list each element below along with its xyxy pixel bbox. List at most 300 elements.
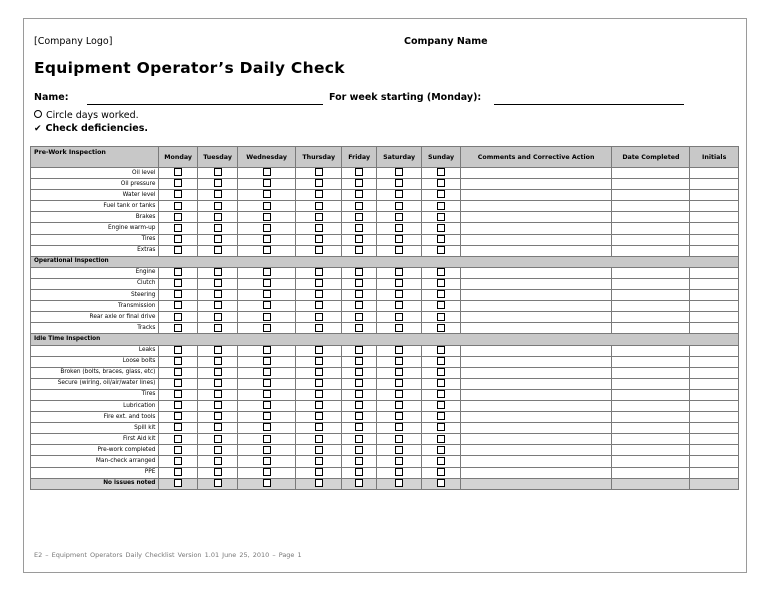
tuesday-checkbox[interactable] [214, 324, 222, 332]
initials-cell[interactable] [690, 278, 739, 289]
friday-checkbox[interactable] [355, 179, 363, 187]
sunday-checkbox[interactable] [437, 368, 445, 376]
initials-cell[interactable] [690, 245, 739, 256]
tuesday-checkbox[interactable] [214, 235, 222, 243]
col-header-sunday: Sunday [422, 147, 460, 168]
friday-checkbox[interactable] [355, 412, 363, 420]
saturday-cell [376, 367, 422, 378]
friday-checkbox[interactable] [355, 213, 363, 221]
tuesday-checkbox[interactable] [214, 379, 222, 387]
tuesday-checkbox[interactable] [214, 190, 222, 198]
sunday-checkbox[interactable] [437, 313, 445, 321]
thursday-checkbox[interactable] [315, 446, 323, 454]
date-completed-cell[interactable] [612, 356, 690, 367]
date-completed-cell[interactable] [612, 367, 690, 378]
thursday-checkbox[interactable] [315, 468, 323, 476]
comments-cell[interactable] [460, 234, 612, 245]
monday-checkbox[interactable] [174, 235, 182, 243]
date-completed-cell[interactable] [612, 212, 690, 223]
sunday-checkbox[interactable] [437, 401, 445, 409]
tuesday-cell [197, 168, 237, 179]
date-completed-cell[interactable] [612, 389, 690, 400]
friday-checkbox[interactable] [355, 202, 363, 210]
col-header-friday: Friday [342, 147, 376, 168]
saturday-checkbox[interactable] [395, 168, 403, 176]
sunday-checkbox[interactable] [437, 224, 445, 232]
date-completed-cell[interactable] [612, 234, 690, 245]
date-completed-cell[interactable] [612, 290, 690, 301]
tuesday-checkbox[interactable] [214, 290, 222, 298]
monday-checkbox[interactable] [174, 179, 182, 187]
friday-checkbox[interactable] [355, 357, 363, 365]
friday-checkbox[interactable] [355, 390, 363, 398]
wednesday-checkbox[interactable] [263, 379, 271, 387]
saturday-checkbox[interactable] [395, 390, 403, 398]
thursday-checkbox[interactable] [315, 479, 323, 487]
wednesday-checkbox[interactable] [263, 390, 271, 398]
date-completed-cell[interactable] [612, 301, 690, 312]
tuesday-cell [197, 190, 237, 201]
date-completed-cell[interactable] [612, 456, 690, 467]
sunday-checkbox[interactable] [437, 168, 445, 176]
thursday-checkbox[interactable] [315, 324, 323, 332]
saturday-checkbox[interactable] [395, 268, 403, 276]
comments-cell[interactable] [460, 267, 612, 278]
wednesday-checkbox[interactable] [263, 202, 271, 210]
tuesday-checkbox[interactable] [214, 202, 222, 210]
monday-checkbox[interactable] [174, 479, 182, 487]
sunday-checkbox[interactable] [437, 279, 445, 287]
initials-cell[interactable] [690, 201, 739, 212]
comments-cell[interactable] [460, 467, 612, 478]
comments-cell[interactable] [460, 301, 612, 312]
saturday-checkbox[interactable] [395, 313, 403, 321]
monday-checkbox[interactable] [174, 324, 182, 332]
friday-cell [342, 245, 376, 256]
saturday-checkbox[interactable] [395, 279, 403, 287]
monday-checkbox[interactable] [174, 368, 182, 376]
sunday-checkbox[interactable] [437, 301, 445, 309]
initials-cell[interactable] [690, 290, 739, 301]
table-row [31, 223, 739, 234]
initials-cell[interactable] [690, 367, 739, 378]
saturday-checkbox[interactable] [395, 368, 403, 376]
section-title: Idle Time Inspection [31, 334, 739, 345]
date-completed-cell[interactable] [612, 267, 690, 278]
date-completed-cell[interactable] [612, 345, 690, 356]
tuesday-checkbox[interactable] [214, 279, 222, 287]
sunday-checkbox[interactable] [437, 446, 445, 454]
tuesday-checkbox[interactable] [214, 468, 222, 476]
friday-checkbox[interactable] [355, 401, 363, 409]
sunday-checkbox[interactable] [437, 268, 445, 276]
tuesday-checkbox[interactable] [214, 268, 222, 276]
thursday-checkbox[interactable] [315, 235, 323, 243]
comments-cell[interactable] [460, 456, 612, 467]
thursday-checkbox[interactable] [315, 279, 323, 287]
wednesday-checkbox[interactable] [263, 479, 271, 487]
wednesday-checkbox[interactable] [263, 313, 271, 321]
inspection-item-label: Secure (wiring, oil/air/water lines) [31, 378, 159, 389]
comments-cell[interactable] [460, 179, 612, 190]
wednesday-checkbox[interactable] [263, 213, 271, 221]
thursday-checkbox[interactable] [315, 313, 323, 321]
sunday-checkbox[interactable] [437, 246, 445, 254]
tuesday-checkbox[interactable] [214, 346, 222, 354]
table-row [31, 245, 739, 256]
tuesday-checkbox[interactable] [214, 368, 222, 376]
friday-cell [342, 212, 376, 223]
friday-cell [342, 423, 376, 434]
sunday-checkbox[interactable] [437, 457, 445, 465]
initials-cell[interactable] [690, 323, 739, 334]
friday-checkbox[interactable] [355, 479, 363, 487]
thursday-checkbox[interactable] [315, 401, 323, 409]
sunday-checkbox[interactable] [437, 423, 445, 431]
wednesday-checkbox[interactable] [263, 190, 271, 198]
date-completed-cell[interactable] [612, 467, 690, 478]
tuesday-checkbox[interactable] [214, 213, 222, 221]
wednesday-checkbox[interactable] [263, 301, 271, 309]
initials-cell[interactable] [690, 478, 739, 489]
initials-cell[interactable] [690, 412, 739, 423]
monday-checkbox[interactable] [174, 246, 182, 254]
thursday-checkbox[interactable] [315, 346, 323, 354]
sunday-checkbox[interactable] [437, 235, 445, 243]
monday-checkbox[interactable] [174, 346, 182, 354]
tuesday-checkbox[interactable] [214, 412, 222, 420]
thursday-checkbox[interactable] [315, 412, 323, 420]
name-field-line[interactable] [87, 104, 323, 105]
thursday-checkbox[interactable] [315, 168, 323, 176]
monday-cell [159, 201, 197, 212]
date-completed-cell[interactable] [612, 245, 690, 256]
comments-cell[interactable] [460, 356, 612, 367]
initials-cell[interactable] [690, 345, 739, 356]
tuesday-checkbox[interactable] [214, 168, 222, 176]
thursday-checkbox[interactable] [315, 213, 323, 221]
friday-checkbox[interactable] [355, 168, 363, 176]
saturday-checkbox[interactable] [395, 435, 403, 443]
monday-checkbox[interactable] [174, 279, 182, 287]
saturday-checkbox[interactable] [395, 457, 403, 465]
initials-cell[interactable] [690, 434, 739, 445]
saturday-checkbox[interactable] [395, 290, 403, 298]
initials-cell[interactable] [690, 400, 739, 411]
friday-checkbox[interactable] [355, 446, 363, 454]
comments-cell[interactable] [460, 290, 612, 301]
comments-cell[interactable] [460, 345, 612, 356]
saturday-checkbox[interactable] [395, 246, 403, 254]
date-completed-cell[interactable] [612, 323, 690, 334]
friday-checkbox[interactable] [355, 313, 363, 321]
initials-cell[interactable] [690, 312, 739, 323]
monday-checkbox[interactable] [174, 313, 182, 321]
thursday-checkbox[interactable] [315, 390, 323, 398]
inspection-item-label: Man-check arranged [31, 456, 159, 467]
wednesday-checkbox[interactable] [263, 446, 271, 454]
comments-cell[interactable] [460, 190, 612, 201]
saturday-checkbox[interactable] [395, 301, 403, 309]
saturday-checkbox[interactable] [395, 224, 403, 232]
inspection-item-label: First Aid kit [31, 434, 159, 445]
comments-cell[interactable] [460, 378, 612, 389]
sunday-checkbox[interactable] [437, 435, 445, 443]
friday-cell [342, 312, 376, 323]
thursday-checkbox[interactable] [315, 190, 323, 198]
date-completed-cell[interactable] [612, 312, 690, 323]
tuesday-checkbox[interactable] [214, 301, 222, 309]
monday-checkbox[interactable] [174, 412, 182, 420]
monday-checkbox[interactable] [174, 390, 182, 398]
tuesday-checkbox[interactable] [214, 357, 222, 365]
thursday-checkbox[interactable] [315, 268, 323, 276]
saturday-checkbox[interactable] [395, 446, 403, 454]
saturday-cell [376, 445, 422, 456]
friday-checkbox[interactable] [355, 224, 363, 232]
thursday-checkbox[interactable] [315, 301, 323, 309]
friday-checkbox[interactable] [355, 368, 363, 376]
thursday-checkbox[interactable] [315, 457, 323, 465]
monday-checkbox[interactable] [174, 446, 182, 454]
monday-checkbox[interactable] [174, 301, 182, 309]
saturday-checkbox[interactable] [395, 423, 403, 431]
saturday-checkbox[interactable] [395, 401, 403, 409]
friday-checkbox[interactable] [355, 457, 363, 465]
date-completed-cell[interactable] [612, 378, 690, 389]
wednesday-cell [238, 445, 296, 456]
wednesday-checkbox[interactable] [263, 290, 271, 298]
tuesday-cell [197, 323, 237, 334]
comments-cell[interactable] [460, 423, 612, 434]
saturday-checkbox[interactable] [395, 213, 403, 221]
saturday-checkbox[interactable] [395, 479, 403, 487]
date-completed-cell[interactable] [612, 168, 690, 179]
comments-cell[interactable] [460, 312, 612, 323]
initials-cell[interactable] [690, 223, 739, 234]
wednesday-checkbox[interactable] [263, 279, 271, 287]
friday-checkbox[interactable] [355, 290, 363, 298]
monday-checkbox[interactable] [174, 224, 182, 232]
monday-checkbox[interactable] [174, 468, 182, 476]
monday-checkbox[interactable] [174, 423, 182, 431]
date-completed-cell[interactable] [612, 423, 690, 434]
friday-checkbox[interactable] [355, 423, 363, 431]
monday-checkbox[interactable] [174, 435, 182, 443]
wednesday-checkbox[interactable] [263, 246, 271, 254]
monday-checkbox[interactable] [174, 190, 182, 198]
saturday-checkbox[interactable] [395, 324, 403, 332]
wednesday-checkbox[interactable] [263, 224, 271, 232]
date-completed-cell[interactable] [612, 223, 690, 234]
initials-cell[interactable] [690, 378, 739, 389]
comments-cell[interactable] [460, 434, 612, 445]
tuesday-checkbox[interactable] [214, 246, 222, 254]
date-completed-cell[interactable] [612, 400, 690, 411]
monday-checkbox[interactable] [174, 168, 182, 176]
monday-checkbox[interactable] [174, 357, 182, 365]
saturday-checkbox[interactable] [395, 357, 403, 365]
date-completed-cell[interactable] [612, 201, 690, 212]
initials-cell[interactable] [690, 212, 739, 223]
date-completed-cell[interactable] [612, 478, 690, 489]
col-header-date-completed: Date Completed [612, 147, 690, 168]
comments-cell[interactable] [460, 478, 612, 489]
saturday-checkbox[interactable] [395, 235, 403, 243]
monday-checkbox[interactable] [174, 202, 182, 210]
saturday-checkbox[interactable] [395, 179, 403, 187]
sunday-checkbox[interactable] [437, 468, 445, 476]
sunday-checkbox[interactable] [437, 179, 445, 187]
sunday-checkbox[interactable] [437, 290, 445, 298]
saturday-checkbox[interactable] [395, 468, 403, 476]
thursday-checkbox[interactable] [315, 435, 323, 443]
comments-cell[interactable] [460, 367, 612, 378]
friday-checkbox[interactable] [355, 324, 363, 332]
saturday-checkbox[interactable] [395, 412, 403, 420]
wednesday-checkbox[interactable] [263, 457, 271, 465]
comments-cell[interactable] [460, 389, 612, 400]
wednesday-checkbox[interactable] [263, 268, 271, 276]
comments-cell[interactable] [460, 445, 612, 456]
monday-checkbox[interactable] [174, 401, 182, 409]
date-completed-cell[interactable] [612, 434, 690, 445]
sunday-checkbox[interactable] [437, 190, 445, 198]
date-completed-cell[interactable] [612, 179, 690, 190]
initials-cell[interactable] [690, 456, 739, 467]
thursday-checkbox[interactable] [315, 423, 323, 431]
thursday-checkbox[interactable] [315, 246, 323, 254]
friday-checkbox[interactable] [355, 279, 363, 287]
sunday-checkbox[interactable] [437, 390, 445, 398]
thursday-checkbox[interactable] [315, 290, 323, 298]
monday-checkbox[interactable] [174, 213, 182, 221]
sunday-checkbox[interactable] [437, 213, 445, 221]
saturday-checkbox[interactable] [395, 379, 403, 387]
wednesday-checkbox[interactable] [263, 368, 271, 376]
monday-checkbox[interactable] [174, 290, 182, 298]
sunday-checkbox[interactable] [437, 412, 445, 420]
tuesday-checkbox[interactable] [214, 435, 222, 443]
sunday-checkbox[interactable] [437, 379, 445, 387]
comments-cell[interactable] [460, 400, 612, 411]
initials-cell[interactable] [690, 234, 739, 245]
date-completed-cell[interactable] [612, 190, 690, 201]
tuesday-checkbox[interactable] [214, 390, 222, 398]
tuesday-checkbox[interactable] [214, 423, 222, 431]
comments-cell[interactable] [460, 223, 612, 234]
initials-cell[interactable] [690, 301, 739, 312]
thursday-checkbox[interactable] [315, 179, 323, 187]
initials-cell[interactable] [690, 179, 739, 190]
monday-checkbox[interactable] [174, 379, 182, 387]
friday-checkbox[interactable] [355, 235, 363, 243]
tuesday-checkbox[interactable] [214, 457, 222, 465]
date-completed-cell[interactable] [612, 445, 690, 456]
comments-cell[interactable] [460, 168, 612, 179]
initials-cell[interactable] [690, 267, 739, 278]
comments-cell[interactable] [460, 212, 612, 223]
comments-cell[interactable] [460, 412, 612, 423]
saturday-checkbox[interactable] [395, 190, 403, 198]
comments-cell[interactable] [460, 323, 612, 334]
sunday-cell [422, 456, 460, 467]
friday-checkbox[interactable] [355, 268, 363, 276]
friday-checkbox[interactable] [355, 246, 363, 254]
thursday-checkbox[interactable] [315, 357, 323, 365]
friday-checkbox[interactable] [355, 379, 363, 387]
friday-checkbox[interactable] [355, 190, 363, 198]
initials-cell[interactable] [690, 423, 739, 434]
friday-checkbox[interactable] [355, 346, 363, 354]
thursday-checkbox[interactable] [315, 202, 323, 210]
wednesday-cell [238, 400, 296, 411]
monday-cell [159, 245, 197, 256]
thursday-checkbox[interactable] [315, 379, 323, 387]
sunday-checkbox[interactable] [437, 324, 445, 332]
initials-cell[interactable] [690, 356, 739, 367]
wednesday-checkbox[interactable] [263, 346, 271, 354]
sunday-checkbox[interactable] [437, 357, 445, 365]
initials-cell[interactable] [690, 467, 739, 478]
tuesday-checkbox[interactable] [214, 224, 222, 232]
col-header-thursday: Thursday [295, 147, 342, 168]
wednesday-checkbox[interactable] [263, 423, 271, 431]
name-label: Name: [34, 92, 69, 103]
tuesday-checkbox[interactable] [214, 179, 222, 187]
thursday-checkbox[interactable] [315, 224, 323, 232]
initials-cell[interactable] [690, 168, 739, 179]
wednesday-checkbox[interactable] [263, 412, 271, 420]
monday-checkbox[interactable] [174, 457, 182, 465]
tuesday-checkbox[interactable] [214, 313, 222, 321]
tuesday-checkbox[interactable] [214, 401, 222, 409]
friday-checkbox[interactable] [355, 435, 363, 443]
sunday-checkbox[interactable] [437, 479, 445, 487]
friday-checkbox[interactable] [355, 301, 363, 309]
initials-cell[interactable] [690, 190, 739, 201]
table-row [31, 290, 739, 301]
wednesday-checkbox[interactable] [263, 235, 271, 243]
date-completed-cell[interactable] [612, 278, 690, 289]
date-completed-cell[interactable] [612, 412, 690, 423]
saturday-checkbox[interactable] [395, 346, 403, 354]
wednesday-cell [238, 478, 296, 489]
wednesday-checkbox[interactable] [263, 468, 271, 476]
monday-checkbox[interactable] [174, 268, 182, 276]
wednesday-checkbox[interactable] [263, 435, 271, 443]
wednesday-checkbox[interactable] [263, 401, 271, 409]
sunday-checkbox[interactable] [437, 202, 445, 210]
comments-cell[interactable] [460, 278, 612, 289]
initials-cell[interactable] [690, 389, 739, 400]
wednesday-checkbox[interactable] [263, 324, 271, 332]
wednesday-checkbox[interactable] [263, 357, 271, 365]
comments-cell[interactable] [460, 201, 612, 212]
saturday-checkbox[interactable] [395, 202, 403, 210]
comments-cell[interactable] [460, 245, 612, 256]
thursday-checkbox[interactable] [315, 368, 323, 376]
wednesday-checkbox[interactable] [263, 179, 271, 187]
tuesday-checkbox[interactable] [214, 446, 222, 454]
saturday-cell [376, 179, 422, 190]
sunday-checkbox[interactable] [437, 346, 445, 354]
friday-checkbox[interactable] [355, 468, 363, 476]
wednesday-checkbox[interactable] [263, 168, 271, 176]
initials-cell[interactable] [690, 445, 739, 456]
week-start-field-line[interactable] [494, 104, 684, 105]
tuesday-checkbox[interactable] [214, 479, 222, 487]
